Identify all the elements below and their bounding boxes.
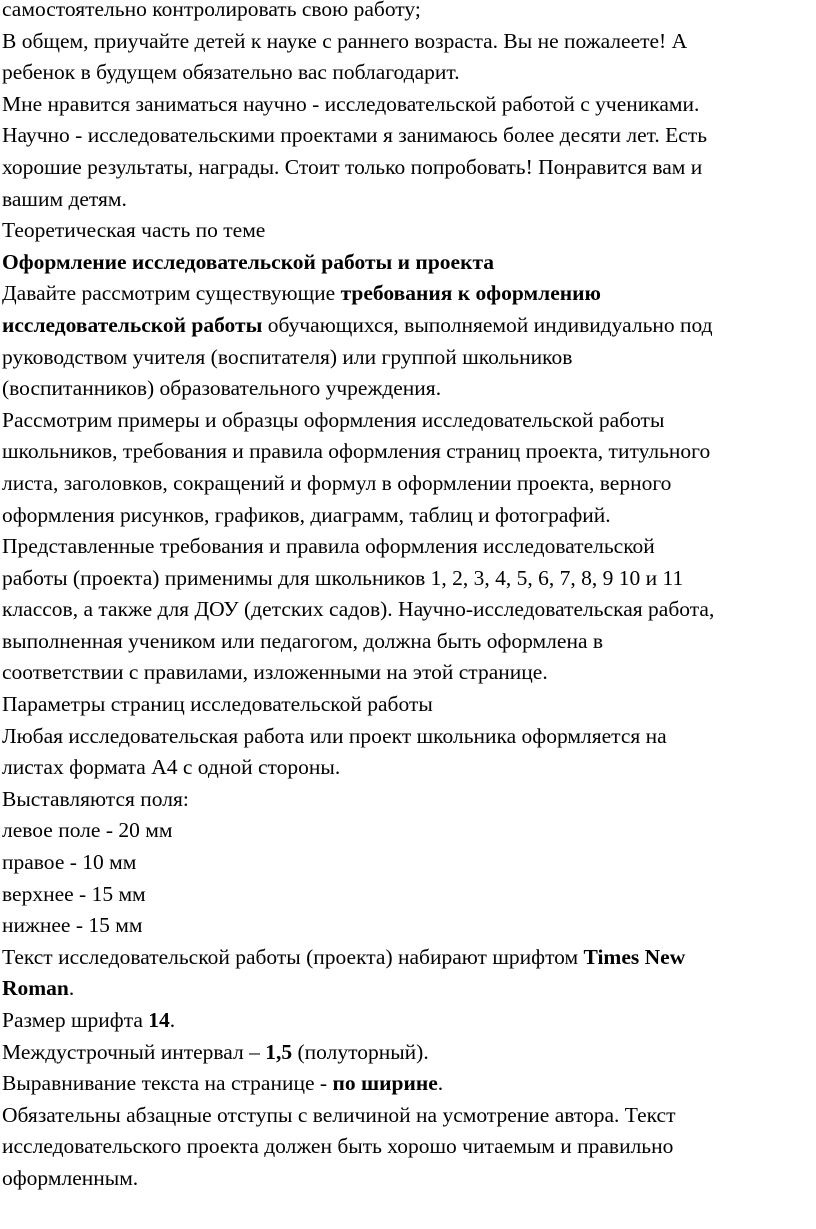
text-line: [2, 1037, 812, 1069]
text-line: [2, 815, 812, 847]
text-line: [2, 342, 812, 374]
text-segment: исследовательского проекта должен быть хорошо читаемым и правильно: [2, 1134, 674, 1159]
text-segment: Научно - исследовательскими проектами я занимаюсь более десяти лет. Есть: [2, 123, 708, 148]
text-segment: хорошие результаты, награды. Стоит только попробовать! Понравится вам и: [2, 154, 703, 179]
text-line: [2, 1005, 812, 1037]
text-line: [2, 973, 812, 1005]
text-line: [2, 215, 812, 247]
bold-text-segment: исследовательской работы: [2, 312, 263, 337]
text-segment: .: [68, 976, 75, 1001]
text-segment: .: [169, 1008, 176, 1032]
text-segment: Обязательны абзацные отступы с величиной на усмотрение автора. Текст: [2, 1102, 676, 1127]
text-line: [2, 910, 812, 942]
text-segment: руководством учителя (воспитателя) или группой школьников: [2, 344, 573, 369]
text-segment: вашим детям.: [2, 186, 127, 211]
text-line: [2, 278, 812, 310]
bold-text-segment: по ширине: [332, 1071, 438, 1096]
text-line: [2, 120, 812, 152]
text-segment: оформленным.: [2, 1165, 139, 1190]
text-line: [2, 594, 812, 626]
text-segment: (полуторный).: [292, 1039, 429, 1064]
text-segment: соответствии с правилами, изложенными на этой странице.: [2, 660, 548, 685]
text-line: [2, 405, 812, 437]
text-line: [2, 468, 812, 500]
text-line: [2, 657, 812, 689]
text-line: [2, 247, 812, 279]
text-segment: нижнее - 15 мм: [2, 913, 143, 938]
text-segment: Теоретическая часть по теме: [2, 218, 266, 243]
text-segment: Выставляются поля:: [2, 786, 189, 811]
text-segment: Рассмотрим примеры и образцы оформления исследовательской работы: [2, 407, 665, 432]
text-segment: работы (проекта) применимы для школьников 1, 2, 3, 4, 5, 6, 7, 8, 9 10 и 11: [2, 565, 684, 590]
text-line: [2, 500, 812, 532]
text-line: [2, 784, 812, 816]
text-segment: самостоятельно контролировать свою работу;: [2, 0, 421, 21]
text-line: [2, 847, 812, 879]
text-segment: Давайте рассмотрим существующие: [2, 281, 341, 306]
text-segment: В общем, приучайте детей к науке с раннего возраста. Вы не пожалеете! А: [2, 28, 688, 53]
bold-text-segment: Roman: [2, 976, 69, 1001]
text-segment: Текст исследовательской работы (проекта) набирают шрифтом: [2, 944, 584, 969]
text-segment: ребенок в будущем обязательно вас поблагодарит.: [2, 60, 460, 85]
text-line: [2, 626, 812, 658]
bold-text-segment: Оформление исследовательской работы и проекта: [2, 249, 495, 274]
text-segment: левое поле - 20 мм: [2, 818, 173, 843]
text-segment: (воспитанников) образовательного учреждения.: [2, 376, 442, 401]
text-line: [2, 1131, 812, 1163]
text-segment: Параметры страниц исследовательской работы: [2, 692, 433, 717]
text-segment: Выравнивание текста на странице -: [2, 1071, 333, 1096]
text-line: [2, 1163, 812, 1195]
text-line: [2, 310, 812, 342]
text-line: [2, 721, 812, 753]
text-segment: верхнее - 15 мм: [2, 881, 146, 906]
text-segment: школьников, требования и правила оформления страниц проекта, титульного: [2, 439, 711, 464]
text-segment: .: [437, 1071, 444, 1096]
text-segment: Мне нравится заниматься научно - исследовательской работой с учениками.: [2, 91, 700, 116]
text-segment: выполненная учеником или педагогом, должна быть оформлена в: [2, 628, 604, 653]
text-line: [2, 689, 812, 721]
text-line: [2, 436, 812, 468]
text-line: [2, 942, 812, 974]
text-line: [2, 57, 812, 89]
text-segment: правое - 10 мм: [2, 850, 137, 875]
text-line: [2, 1100, 812, 1132]
text-line: [2, 752, 812, 784]
text-segment: классов, а также для ДОУ (детских садов). Научно-исследовательская работа,: [2, 597, 715, 622]
text-segment: Междустрочный интервал –: [2, 1039, 266, 1064]
text-line: [2, 373, 812, 405]
text-line: [2, 1068, 812, 1100]
text-line: [2, 89, 812, 121]
bold-text-segment: 1,5: [265, 1039, 293, 1064]
text-line: [2, 563, 812, 595]
text-line: [2, 879, 812, 911]
bold-text-segment: Times New: [583, 944, 686, 969]
text-line: [2, 152, 812, 184]
bold-text-segment: 14: [148, 1008, 170, 1032]
text-segment: Любая исследовательская работа или проект школьника оформляется на: [2, 723, 667, 748]
text-segment: оформления рисунков, графиков, диаграмм, таблиц и фотографий.: [2, 502, 611, 527]
text-line: [2, 184, 812, 216]
text-line: [2, 26, 812, 58]
text-segment: обучающихся, выполняемой индивидуально под: [262, 312, 713, 337]
bold-text-segment: требования к оформлению: [340, 281, 601, 306]
text-segment: листах формата А4 с одной стороны.: [2, 755, 341, 780]
text-line: [2, 531, 812, 563]
text-line: [2, 0, 812, 26]
text-segment: Представленные требования и правила оформления исследовательской: [2, 534, 655, 559]
text-segment: Размер шрифта: [2, 1008, 149, 1032]
text-segment: листа, заголовков, сокращений и формул в оформлении проекта, верного: [2, 470, 672, 495]
